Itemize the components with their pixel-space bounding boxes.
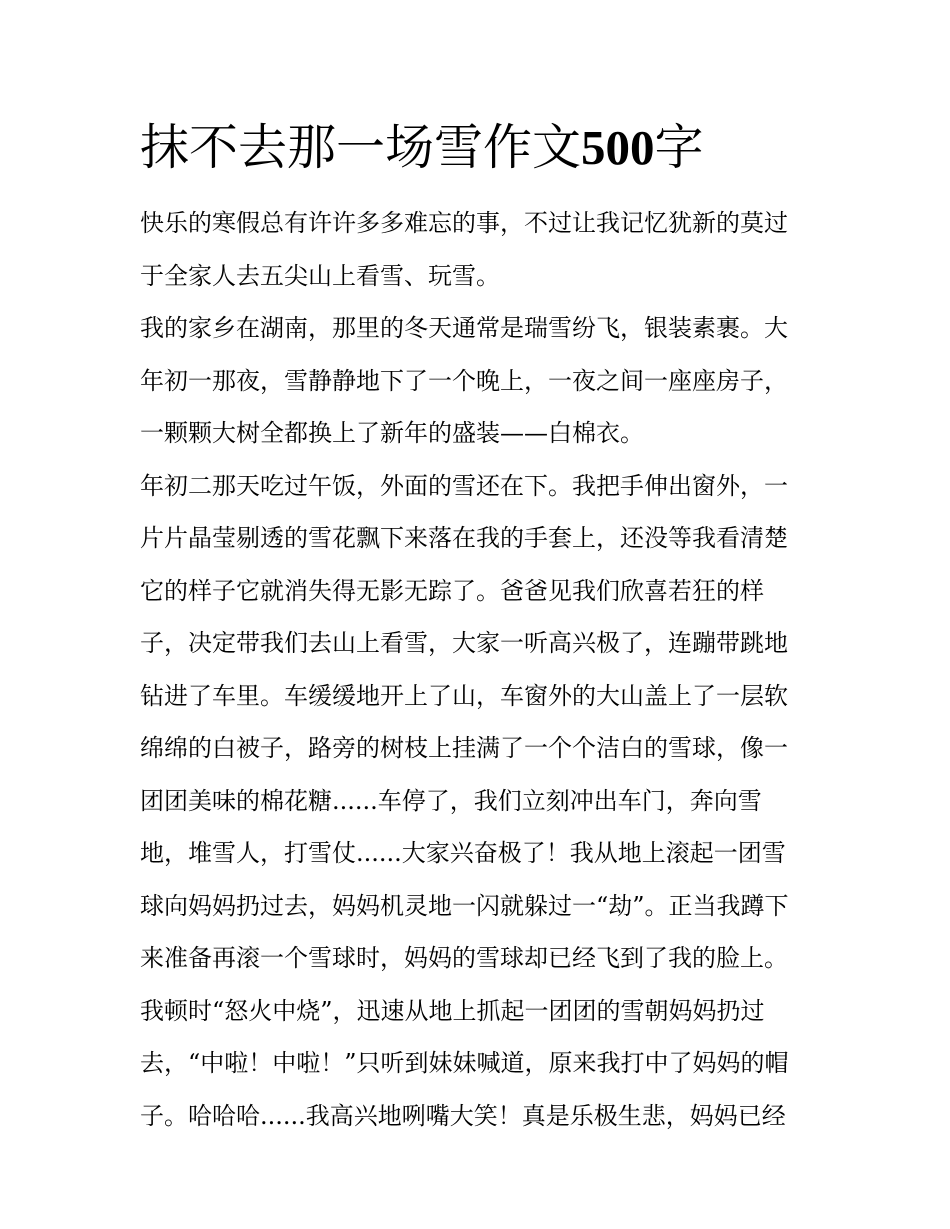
text-line: 子，决定带我们去山上看雪，大家一听高兴极了，连蹦带跳地 (140, 629, 788, 657)
title-number: 500 (581, 120, 655, 175)
text-line: 年初二那天吃过午饭，外面的雪还在下。我把手伸出窗外，一 (140, 471, 788, 500)
text-line: 绵绵的白被子，路旁的树枝上挂满了一个个洁白的雪球，像一 (140, 734, 788, 762)
text-line: 年初一那夜，雪静静地下了一个晚上，一夜之间一座座房子， (140, 366, 788, 395)
text-line: 片片晶莹剔透的雪花飘下来落在我的手套上，还没等我看清楚 (140, 524, 788, 552)
essay-body (140, 197, 820, 1142)
text-line: 团团美味的棉花糖......车停了，我们立刻冲出车门，奔向雪 (140, 786, 762, 815)
document-title (140, 116, 704, 180)
text-line: 去，“中啦！中啦！”只听到妹妹喊道，原来我打中了妈妈的帽 (140, 1049, 789, 1077)
text-line: 我的家乡在湖南，那里的冬天通常是瑞雪纷飞，银装素裹。大 (140, 314, 788, 342)
text-line: 钻进了车里。车缓缓地开上了山，车窗外的大山盖上了一层软 (140, 681, 788, 710)
text-line: 快乐的寒假总有许许多多难忘的事，不过让我记忆犹新的莫过 (140, 209, 788, 237)
title-text: 抹不去那一场雪作文 (140, 119, 582, 176)
text-line: 我顿时“怒火中烧”，迅速从地上抓起一团团的雪朝妈妈扔过 (140, 996, 765, 1025)
text-line: 来准备再滚一个雪球时，妈妈的雪球却已经飞到了我的脸上。 (140, 944, 788, 972)
text-line: 球向妈妈扔过去，妈妈机灵地一闪就躲过一“劫”。正当我蹲下 (140, 891, 789, 920)
text-line: 地，堆雪人，打雪仗......大家兴奋极了！我从地上滚起一团雪 (140, 839, 786, 867)
title-suffix: 字 (654, 119, 704, 176)
text-line: 一颗颗大树全都换上了新年的盛装——白棉衣。 (140, 419, 644, 447)
text-line: 于全家人去五尖山上看雪、玩雪。 (140, 261, 500, 290)
text-line: 它的样子它就消失得无影无踪了。爸爸见我们欣喜若狂的样 (140, 576, 764, 605)
text-line: 子。哈哈哈......我高兴地咧嘴大笑！真是乐极生悲，妈妈已经 (140, 1101, 786, 1130)
